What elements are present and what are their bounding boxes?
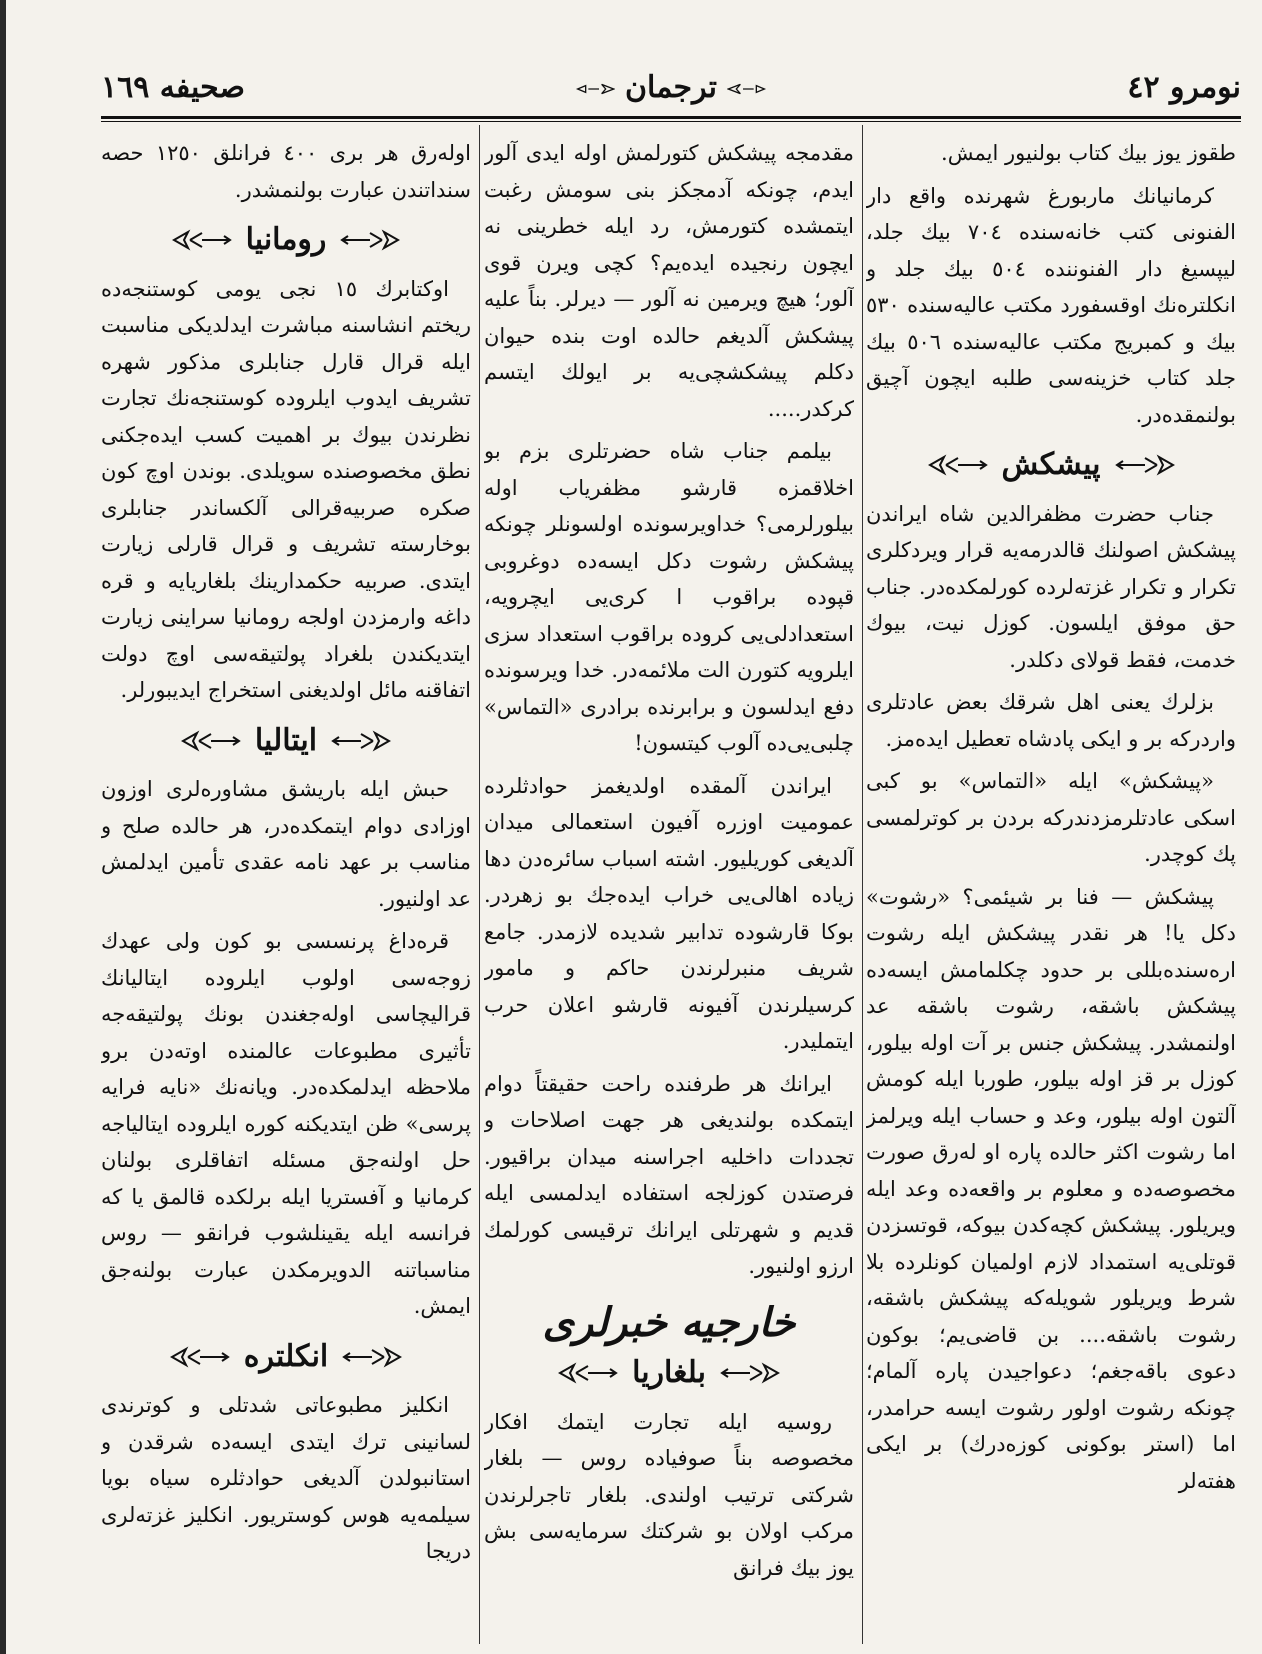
foreign-news-heading: خارجیه خبرلری xyxy=(542,1298,796,1346)
ornament-right-icon xyxy=(720,1362,780,1384)
section-heading-text: رومانیا xyxy=(245,222,327,257)
masthead-rule xyxy=(101,116,1241,122)
ornament-left-icon xyxy=(172,229,232,251)
ornament-left-icon xyxy=(170,1346,230,1368)
column-left xyxy=(101,135,471,1634)
paragraph: مقدمجه پیشكش كتورلمش اوله ایدی آلور ایدم، چونكه آدمجكز بنی سومش رغبت ایتمشده كتورمش، رد ایله خطرینی نه ایچون رنجیده ایدەیم؟ كچی ویرن قوی آلور؛ هیچ ویرمین نه آلور — دیرلر. بناً علیه پیشكش آلدیغم حالده اوت بنده حیوان دكلم پیشكشچی‌یه بر ایولك ایتسم كركدر..... xyxy=(484,141,854,421)
section-heading-text: پیشكش xyxy=(1001,447,1101,482)
paragraph: انكلیز مطبوعاتی شدتلی و كوترندی لسانینی ترك ایتدی ایسه‌ده شرقدن و استانبولدن آلدیغی حوادثلره سیاه بویا سیلمه‌یه هوس كوستریور. انكلیز غزته‌لری دریجا xyxy=(101,1393,471,1563)
newspaper-title-text: ترجمان xyxy=(625,70,717,105)
column-divider xyxy=(862,125,863,1644)
section-heading-text: انكلتره xyxy=(243,1338,329,1374)
ornament-right-icon xyxy=(342,1346,402,1368)
paragraph: بزلرك یعنی اهل شرقك بعض عادتلری واردركه بر و ایكی پادشاه تعطیل ایده‌مز. xyxy=(866,690,1236,751)
ornament-right-icon xyxy=(1115,454,1175,476)
section-heading-bulgaria xyxy=(484,1355,854,1392)
section-heading-text: بلغاریا xyxy=(632,1355,706,1390)
section-heading-italy xyxy=(101,723,471,760)
ornament-right-icon xyxy=(340,229,400,251)
section-heading-peshkesh xyxy=(866,447,1236,484)
section-heading-romania xyxy=(101,222,471,259)
paragraph: روسیه ایله تجارت ایتمك افكار مخصوصه بناً صوفیاده روس — بلغار شركتی ترتیب اولندی. بلغار تاجرلرندن مركب اولان بو شركتك سرمایه‌سی بش یوز بیك فرانق xyxy=(484,1409,854,1580)
paragraph: پیشكش — فنا بر شیئمی؟ «رشوت» دكل یا! هر نقدر پیشكش ایله رشوت اره‌سنده‌بللی بر حدود چكلمامش ایسه‌ده پیشكش باشقه، رشوت باشقه عد اولنمشدر. پیشكش جنس بر آت اوله بیلور، كوزل بر قز اوله بیلور، طوربا ایله كومش آلتون اوله بیلور، وعد و حساب ایله ویرلمز اما رشوت اكثر حالده پاره او له‌رق صورت مخصوصه‌ده و معلوم بر واقعه‌ده وعد ایله ویریلور. پیشكش كچه‌كدن بیوكه، قوتسزدن قوتلی‌یه استمداد لازم اولمیان كونلرده بلا شرط ویریلور شویله‌كه پیشكش باشقه، رشوت باشقه.... بن قاضی‌یم؛ بوكون دعوی باقه‌جغم؛ دعواجیدن پاره آلمام؛ چونكه رشوت اولور رشوت ایسه حرامدر، اما (استر بوكونی كوزه‌درك) بر ایكی هفته‌لر xyxy=(866,884,1236,1493)
masthead-ornament-icon xyxy=(727,78,767,100)
column-divider xyxy=(479,125,480,1644)
masthead-ornament-icon xyxy=(575,78,615,100)
paragraph: «پیشكش» ایله «التماس» بو كبی اسكی عادتلرمزدندركه بردن بر كوترلمسی پك كوچدر. xyxy=(866,769,1236,866)
ornament-right-icon xyxy=(331,730,391,752)
paragraph: ایرانك هر طرفنده راحت حقیقتاً دوام ایتمكده بولندیغی هر جهت اصلاحات و تجددات داخلیه اجراسنه میدان براقیور. فرصتدن كوزلجه استفاده ایدلمسی ایله قدیم و شهرتلی ایرانك ترقیسی كورلمك ارزو اولنیور. xyxy=(484,1071,854,1278)
paragraph: قره‌داغ پرنسسی بو كون ولی عهدك زوجه‌سی اولوب ایلروده ایتالیانك قرالیچاسی اوله‌جغندن بونك پولتیقه‌جه تأثیری مطبوعات عالمنده اوته‌دن برو ملاحظه ایدلمكده‌در. ویانه‌نك «نایه فرایه پرسی» ظن ایتدیكنه كوره ایلروده ایتالیاجه حل اولنه‌جق مسئله اتفاقلری بولنان كرمانیا و آفستریا ایله برلكده قالمق یا كه فرانسه ایله یقینلشوب فرانقو — روس مناسباتنه الدویرمكدن عبارت بولنه‌جق ایمش. xyxy=(101,929,471,1318)
column-middle xyxy=(484,135,854,1634)
paragraph: اوكتابرك ١٥ نجی یومی كوستنجه‌ده ریختم انشاسنه مباشرت ایدلدیكی مناسبت ایله قرال قارل جنابلری مذكور شهره تشریف ایدوب ایلروده كوستنجه‌نك تجارت نظرندن بیوك بر اهمیت كسب ایده‌جكنی نطق مخصوصنده سویلدی. بوندن اوچ كون صكره صربیه‌قرالی آلكساندر جنابلری بوخارسته تشریف و قرال قارلی زیارت ایتدی. صربیه حكمدارینك بلغاریایه و قره داغه وارمزدن اولجه رومانیا سراینی زیارت ایتدیكندن بلغراد پولتیقه‌سی اوچ دولت اتفاقنه مائل اولدیغنی استخراج ایدیبورلر. xyxy=(101,276,471,702)
paragraph: طقوز یوز بیك كتاب بولنیور ایمش. xyxy=(941,141,1236,165)
paragraph: ایراندن آلمقده اولدیغمز حوادثلرده عمومیت اوزره آفیون استعمالی میدان آلدیغی كوریلیور. اشته اسباب سائره‌دن دها زیاده اهالی‌یی خراب ایده‌جك بو زهردر. بوكا قارشوده تدابیر شدیده لازمدر. جامع شریف منبرلرندن حاكم و مامور كرسیلرندن آفیونه قارشو اعلان حرب ایتملیدر. xyxy=(484,773,854,1053)
paragraph: كرمانیانك ماربورغ شهرنده واقع دار الفنونی كتب خانه‌سنده ٧٠٤ بیك جلد، لیپسیغ دار الفنوننده ٥٠٤ بیك جلد و انكلتره‌نك اوقسفورد مكتب عالیه‌سنده ٥٣٠ بیك و كمبریج مكتب عالیه‌سنده ٥٠٦ بیك جلد كتاب خزینه‌سی طلبه ایچون آچیق بولنمقده‌در. xyxy=(866,183,1236,427)
ornament-left-icon xyxy=(928,454,988,476)
section-heading-text: ایتالیا xyxy=(254,722,318,758)
section-heading-england xyxy=(101,1339,471,1376)
paragraph: بیلمم جناب شاه حضرتلری بزم بو اخلاقمزه قارشو مظفریاب اوله بیلورلرمی؟ خداویرسونده اولسونلر چونكه پیشكش رشوت دكل ایسه‌ده دوغروبی قپوده براقوب ا كری‌یی ایچرویه، استعدادلی‌یی كروده براقوب استعداد سزی ایلرویه كتورن الت ملائمه‌در. خدا ویرسونده دفع ایدلسون و برابرنده برادری «التماس» چلبی‌یی‌ده آلوب كیتسون! xyxy=(484,439,854,755)
paragraph: جناب حضرت مظفرالدین شاه ایراندن پیشكش اصولنك قالدرمه‌یه قرار ویردكلری تكرار و تكرار غزته‌لرده كورلمكده‌در. جناب حق موفق ایلسون. كوزل نیت، بیوك خدمت، فقط قولای دكلدر. xyxy=(866,501,1236,672)
newspaper-title xyxy=(101,70,1241,105)
paragraph: حبش ایله باریشق مشاوره‌لری اوزون اوزادی دوام ایتمكده‌در، هر حالده صلح و مناسب بر عهد نامه عقدی تأمین ایدلمش عد اولنیور. xyxy=(101,777,471,911)
column-right xyxy=(866,135,1236,1634)
issue-number: نومرو ٤٢ xyxy=(1127,70,1241,105)
page-number: صحیفه ١٦٩ xyxy=(101,70,245,105)
paragraph: اوله‌رق هر بری ٤٠٠ فرانلق ١٢٥٠ حصه سنداتندن عبارت بولنمشدر. xyxy=(101,141,471,202)
ornament-left-icon xyxy=(558,1362,618,1384)
masthead xyxy=(101,70,1241,116)
ornament-left-icon xyxy=(181,730,241,752)
